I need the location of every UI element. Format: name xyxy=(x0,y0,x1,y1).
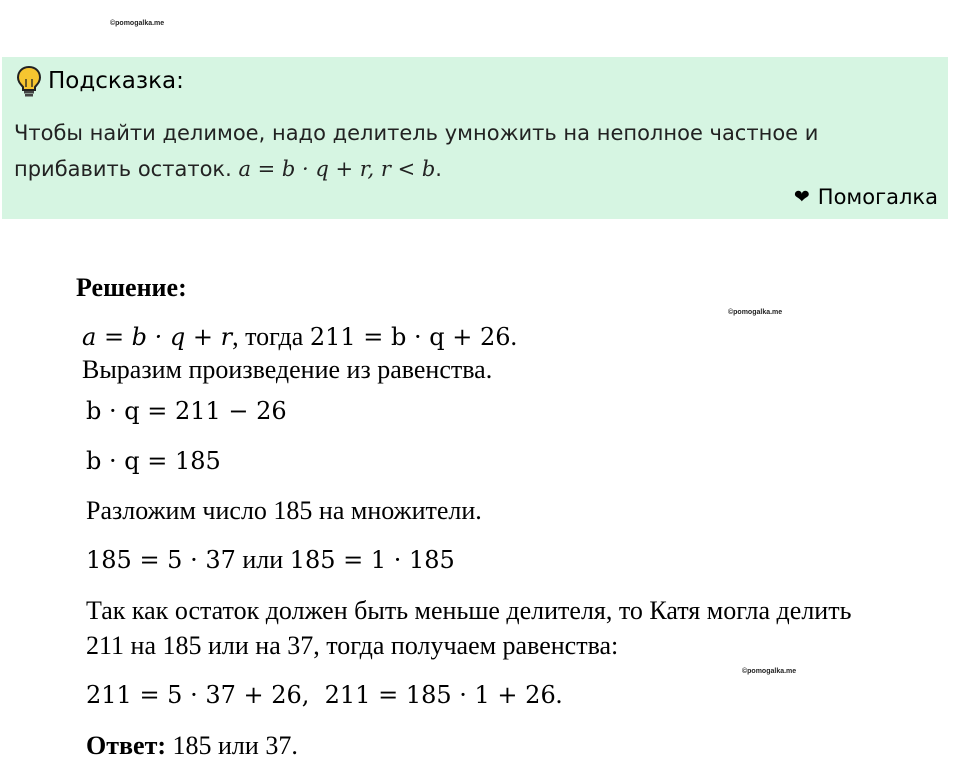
equation-3-b: 185 = 1 · 185 xyxy=(289,546,455,574)
watermark: ©pomogalka.me xyxy=(110,20,165,27)
hint-header xyxy=(16,65,184,97)
answer-value: 185 или 37. xyxy=(166,731,298,760)
answer-line xyxy=(86,731,298,761)
heart-icon: ❤ xyxy=(793,185,810,208)
text-fragment: . xyxy=(510,322,518,351)
equation-3-a: 185 = 5 · 37 xyxy=(86,546,236,574)
equation-4-body: 211 = 5 · 37 + 26, 211 = 185 · 1 + 26 xyxy=(86,681,556,709)
solution-line-2: Выразим произведение из равенства. xyxy=(82,355,493,384)
hint-text-line2-suffix: . xyxy=(435,157,442,181)
text-fragment: или xyxy=(235,545,290,574)
solution-paragraph-line2: 211 на 185 или на 37, тогда получаем равенства: xyxy=(86,631,619,660)
hint-box xyxy=(2,57,948,219)
watermark: ©pomogalka.me xyxy=(742,668,797,675)
hint-text-line2 xyxy=(14,151,924,187)
formula-general: a = b · q + r xyxy=(82,323,233,351)
equation-3 xyxy=(86,545,455,575)
watermark: ©pomogalka.me xyxy=(728,309,783,316)
hint-text-line2-prefix: прибавить остаток. xyxy=(14,157,239,181)
solution-heading: Решение: xyxy=(76,273,187,302)
hint-signature-label: Помогалка xyxy=(817,185,938,209)
solution-line-1 xyxy=(82,322,517,352)
answer-label: Ответ: xyxy=(86,731,167,760)
text-fragment: . xyxy=(555,680,563,709)
equation-1: b · q = 211 − 26 xyxy=(86,397,287,425)
formula-specific: 211 = b · q + 26 xyxy=(309,323,511,351)
hint-formula: a = b · q + r, r < b xyxy=(238,157,436,181)
solution-paragraph-line1: Так как остаток должен быть меньше делителя, то Катя могла делить xyxy=(86,596,852,625)
equation-2: b · q = 185 xyxy=(86,447,221,475)
hint-signature xyxy=(794,185,938,209)
text-fragment: , тогда xyxy=(232,322,310,351)
equation-4 xyxy=(86,680,562,710)
hint-title: Подсказка: xyxy=(48,68,184,94)
solution-line-3: Разложим число 185 на множители. xyxy=(86,496,482,525)
hint-text xyxy=(14,115,924,187)
hint-text-line1: Чтобы найти делимое, надо делитель умножить на неполное частное и xyxy=(14,121,819,145)
lightbulb-icon xyxy=(16,65,42,97)
